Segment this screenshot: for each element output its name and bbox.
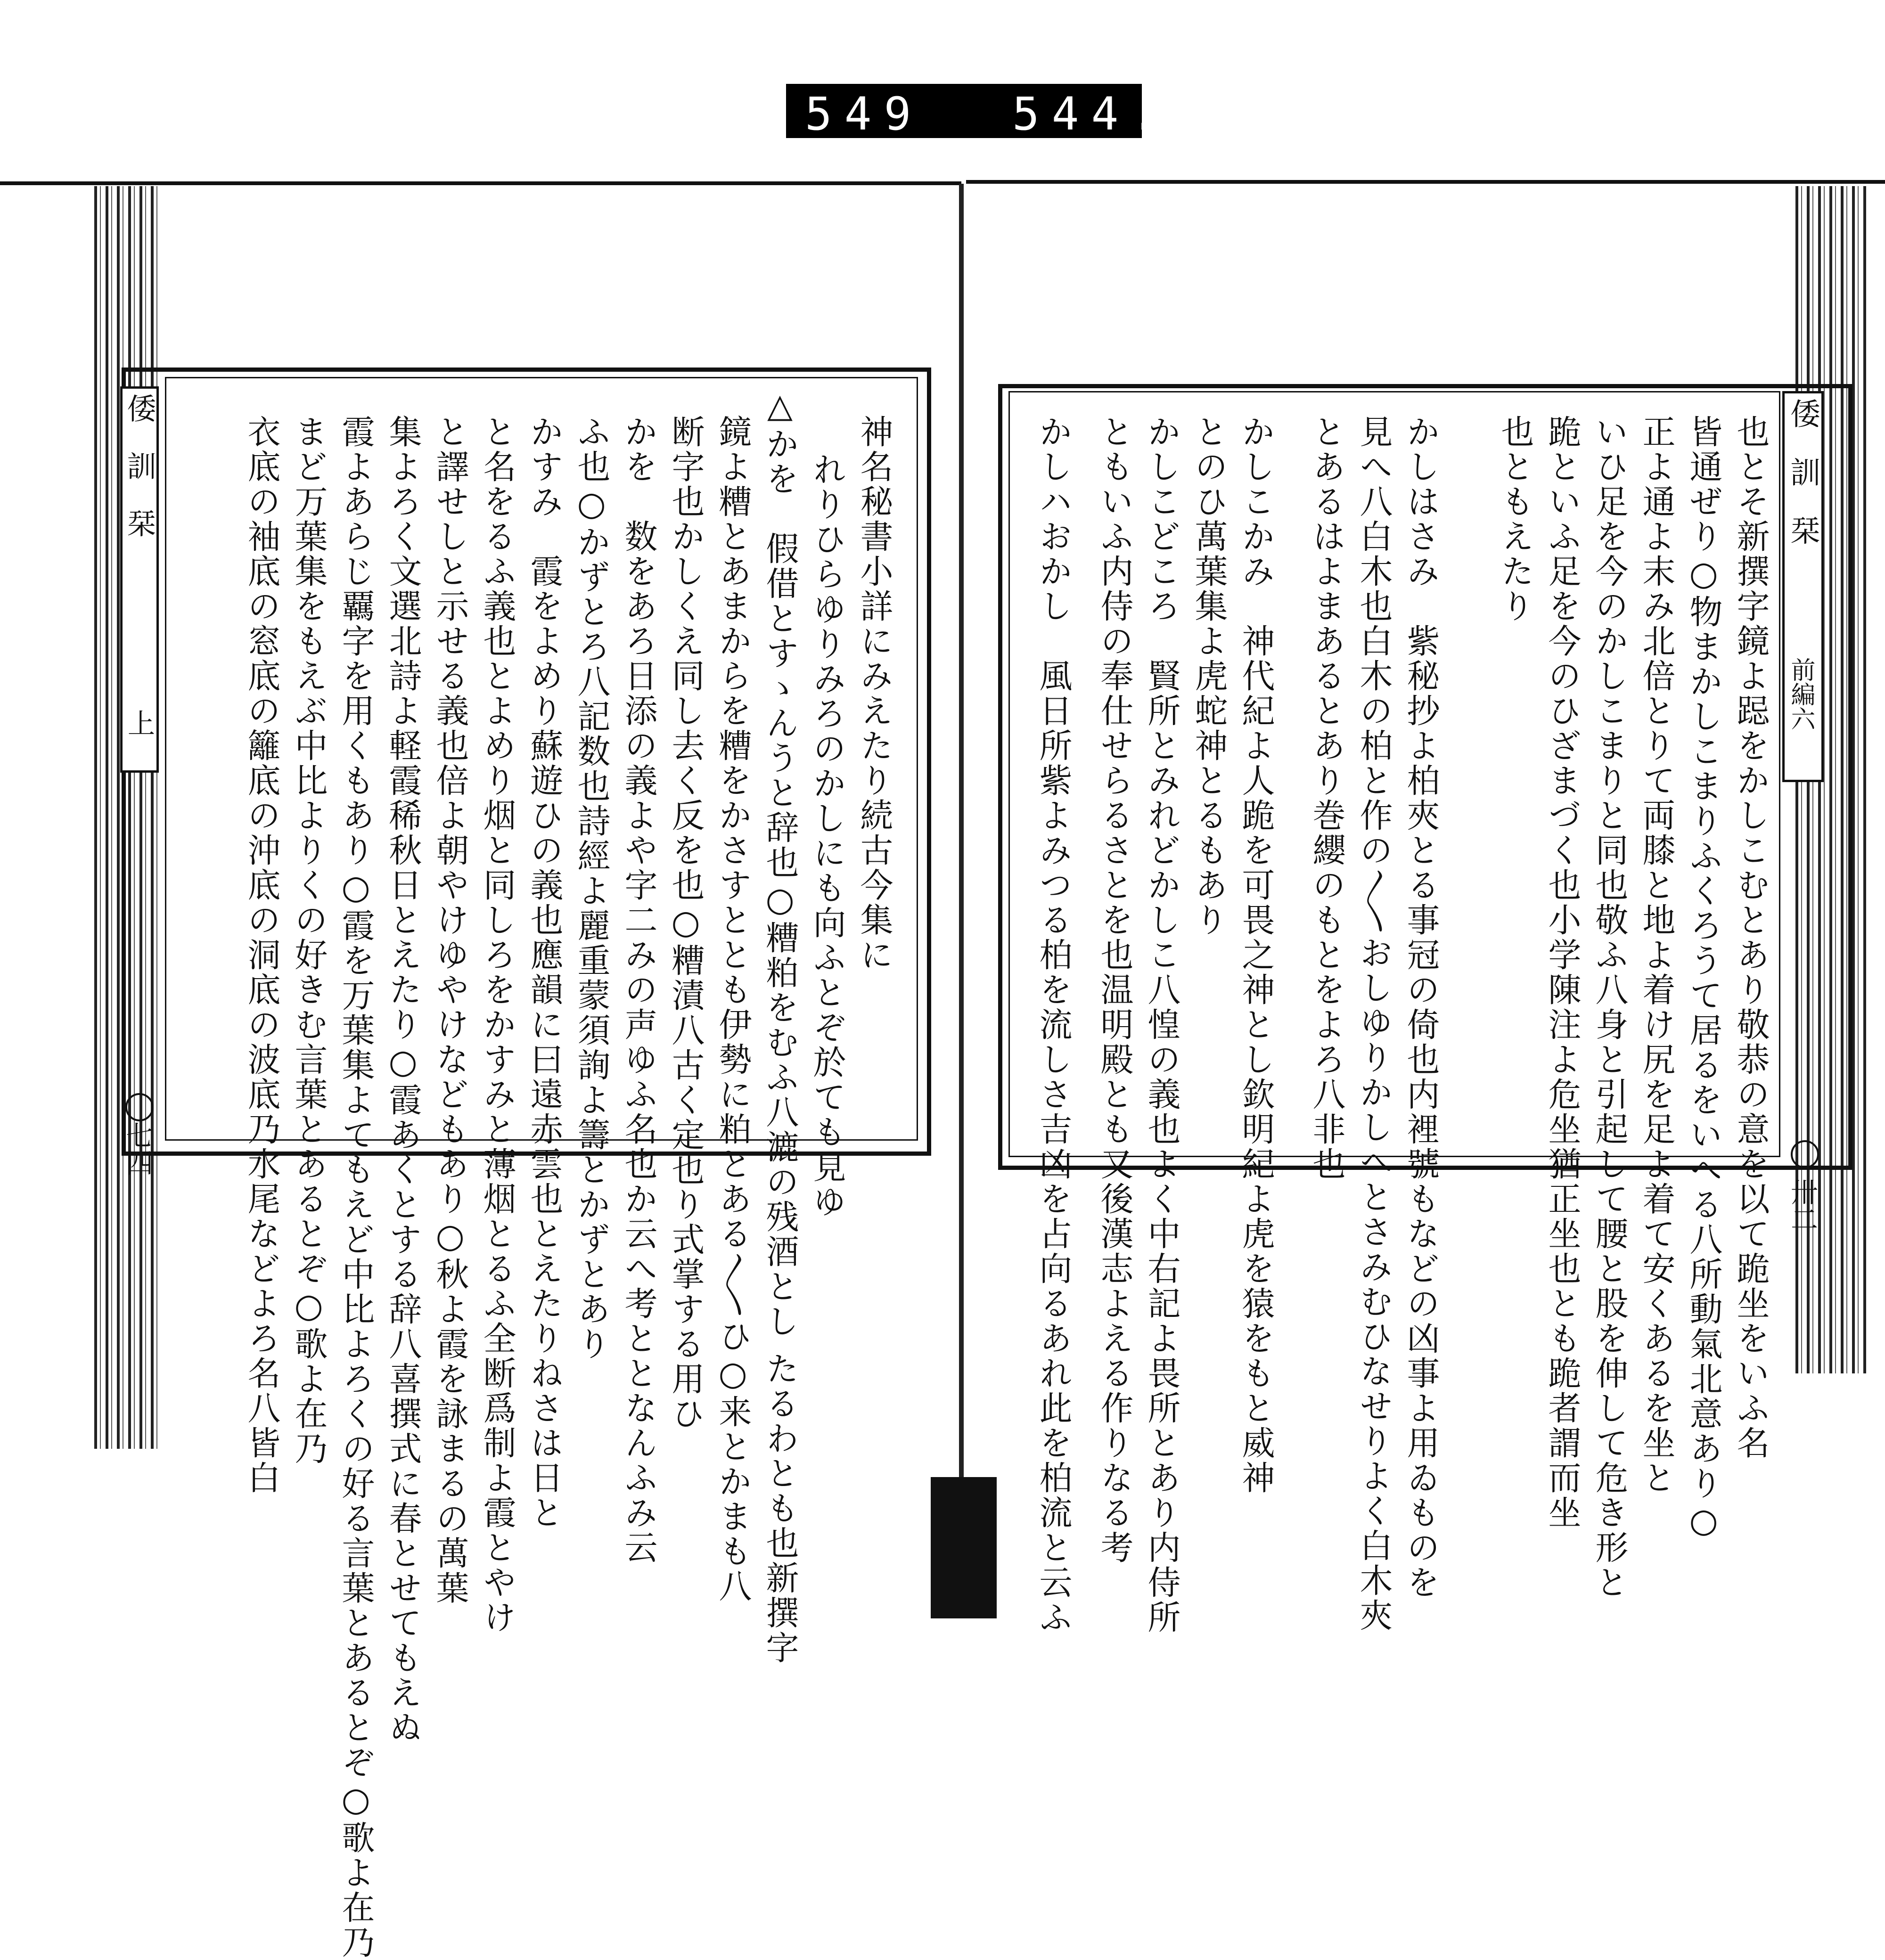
right-page-folio-mark (1791, 1140, 1819, 1168)
right-line-9: とあるはよまあるとあり巻纓のもとをよろ八非也 (1307, 415, 1346, 1182)
right-page-title: 倭訓栞 (1785, 398, 1820, 573)
frame-number-left: 549 (805, 88, 924, 140)
right-line-4: いひ足を今のかしこまりと同也敬ふ八身と引起して腰と股を伸して危き形と (1590, 415, 1629, 1600)
right-line-10: かしこかみ 神代紀よ人跪を可畏之神とし欽明紀よ虎を猿をもと威神 (1237, 415, 1275, 1495)
frame-number-label (786, 84, 1171, 140)
right-line-6: 也ともえたり (1496, 415, 1534, 624)
right-line-5: 跪といふ足を今のひざまづく也小学陳注よ危坐猶正坐也とも跪者謂而坐 (1543, 415, 1582, 1530)
left-line-7: ふ也○かずとろ八記数也詩經よ麗重蒙須詢よ籌とかずとあり (572, 415, 611, 1362)
right-page-volume: 前編六 (1787, 657, 1815, 731)
right-line-8: 見へ八白木也白木の柏と作の〳〵おしゆりかしへとさみむひなせりよく白木夾 (1354, 415, 1393, 1633)
left-line-6: かを 数をあろ日添の義よや字二みの声ゆふ名也か云へ考ととなんふみ云 (619, 415, 658, 1565)
right-line-2: 皆通ぜり○物まかしこまりふくろうて居るをいへる八所動氣北意あり○ (1684, 415, 1723, 1542)
left-line-1: 神名秘書小詳にみえたり続古今集に (855, 415, 893, 972)
left-line-8: かすみ 霞をよめり蘇遊ひの義也應韻に曰遠赤雲也とえたりねさは日と (525, 415, 564, 1530)
left-line-2: れりひらゆりみろのかしにも向ふとぞ於ても見ゆ (808, 452, 846, 1219)
right-line-12: かしこどころ 賢所とみれどかしこ八惶の義也よく中右記よ畏所とあり内侍所 (1142, 415, 1181, 1635)
frame-number-right: 544. (1012, 88, 1171, 140)
left-line-12: 霞よあらじ覊字を用くもあり○霞を万葉集よてもえど中比よろくの好る言葉とあるとぞ○歌よ在乃 (336, 415, 375, 1960)
left-page-folio-mark (125, 1093, 154, 1121)
right-page-folio: 卅二 (1786, 1178, 1818, 1233)
left-line-11: 集よろく文選北詩よ軽霞稀秋日とえたり○霞あくとする辞八喜撰式に春とせてもえぬ (384, 415, 422, 1745)
left-line-10: と譯せしと示せる義也倍よ朝やけゆやけなどもあり○秋よ霞を詠まるの萬葉 (431, 415, 469, 1606)
right-page-title-box (1782, 391, 1824, 782)
right-line-7: かしはさみ 紫秘抄よ柏夾とる事冠の倚也内裡號もなどの凶事よ用ゐものを (1401, 415, 1440, 1600)
left-line-9: と名をるふ義也とよめり烟と同しろをかすみと薄烟とるふ全断爲制よ霞とやけ (478, 415, 516, 1635)
left-line-4: 鏡よ糟とあまからを糟をかさすととも伊勢に粕とある〳〵ひ○来とかまも八 (713, 415, 752, 1604)
left-page-title-box (120, 386, 159, 773)
right-line-1: 也とそ新撰字鏡よ跽をかしこむとあり敬恭の意を以て跪坐をいふ名 (1731, 415, 1770, 1461)
left-line-3: △かを 假借とすゝんうと辞也○糟粕をむふ八漉の残酒とし たるわとも也新撰字 (761, 386, 799, 1666)
left-page-volume: 上 (123, 709, 155, 736)
right-line-13: ともいふ内侍の奉仕せらるさとを也温明殿とも又後漢志よえる作りなる考 (1095, 415, 1134, 1565)
right-line-11: とのひ萬葉集よ虎蛇神とるもあり (1189, 415, 1228, 938)
left-page-folio: 七四 (121, 1121, 153, 1176)
left-page-title: 倭訓栞 (122, 393, 156, 566)
right-line-14: かしハおかし 風日所紫よみつる柏を流しさ吉凶を占向るあれ此を柏流と云ふ (1034, 415, 1073, 1635)
left-line-14: 衣底の袖底の窓底の籬底の沖底の洞底の波底乃水尾などよろ名八皆白 (242, 415, 281, 1495)
top-rule-left (0, 181, 961, 185)
gutter-line (959, 184, 964, 1479)
right-line-3: 正よ通よ末み北倍とりて両膝と地よ着け尻を足よ着て安くあるを坐と (1637, 415, 1676, 1495)
left-line-5: 断字也かしくえ同し去く反を也○糟漬八古く定也り式掌する用ひ (666, 415, 705, 1431)
top-rule-right (966, 180, 1885, 184)
gutter-tab (931, 1477, 997, 1618)
left-line-13: まど万葉集をもえぶ中比よりくの好きむ言葉とあるとぞ○歌よ在乃 (289, 415, 328, 1466)
